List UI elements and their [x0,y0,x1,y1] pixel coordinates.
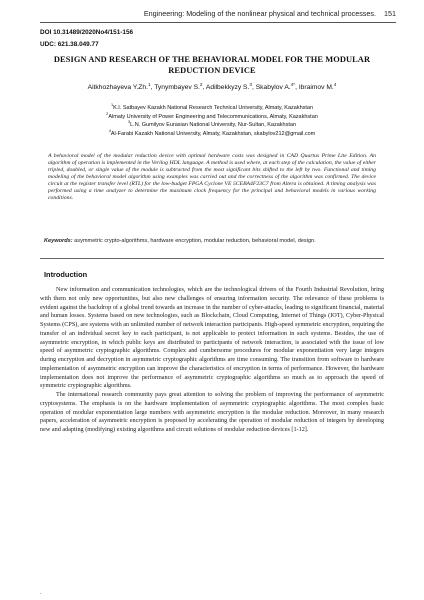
author: Adilbekkyzy S.$^3$, [205,81,256,91]
abstract: A behavioral model of the modular reduction device with optimal hardware costs was designed in CAD Quartus Prime Lite Edition. An algorithm of operation is implemented in the Verilog HDL language. A method is used where, at each step of the calculation, the value of either tripled, doubled, or single value of the module is subtracted from the most significant bits shifted to the left by two. Functional and timing modeling of the behavioral model algorithm using examples was carried out and the correctness of the algorithm was confirmed. The device circuit at the register transfer level (RTL) for the low-budget FPGA Cyclone VE 5CEBA4F23C7 from Altera is obtained. A timing analysis was performed using a time analyzer to determine the maximum clock frequency for the principal and behavioral models in various working conditions. [48,153,376,201]
paper-title: DESIGN AND RESEARCH OF THE BEHAVIORAL MODEL FOR THE MODULAR REDUCTION DEVICE [53,55,371,75]
running-title: Engineering: Modeling of the nonlinear physical and technical processes. [143,9,376,18]
keywords-text: asymmetric crypto-algorithms, hardware encryption, modular reduction, behavioral model, design. [74,238,316,244]
running-header [112,9,396,18]
author: Tynymbayev S.$^2$, [154,81,206,91]
keywords: Keywords: asymmetric crypto-algorithms, hardware encryption, modular reduction, behavioral model, design. [44,238,316,244]
header-rule [40,22,396,23]
author: Ibraimov M.$^4$ [298,81,337,91]
keywords-rule [40,258,384,259]
affiliation: $^1$K.I. Satbayev Kazakh National Research Technical University, Almaty, Kazakhstan [110,103,314,111]
introduction-body [40,286,384,435]
doi-line: DOI 10.31489/2020No4/151-156 [40,29,134,36]
footer-mark: . [40,590,42,596]
affiliation: $^2$Almaty University of Power Engineering and Telecommunications, Almaty, Kazakhstan [106,111,318,120]
identifiers [40,27,133,51]
affiliation: $^3$L.N. Gumilyov Eurasian National University, Nur-Sultan, Kazakhstan [127,120,297,129]
paragraph: The international research community pays great attention to solving the problem of improving the performance of asymmetric cryptosystems. The emphasis is on the hardware implementation of asymmetric cryptographic algorithms. The most complex basic operation of modular exponentiation large numbers with asymmetric encryption is the modular reduction. Moreover, in many research papers, acceleration of asymmetric encryption is proposed by accelerating the operation of modular reduction of integers by developing new and adapting (modifying) existing algorithms and circuit solutions of modular reduction devices [1-12]. [40,391,384,433]
paragraph: New information and communication technologies, which are the technological drivers of the Fourth Industrial Revolution, bring with them not only new opportunities, but also new challenges of ensuring information security. The relevance of these problems is evident against the backdrop of a global trend towards an increase in the number of cyber-attacks, leading to significant financial, material and human losses. Systems based on new technologies, such as Blockchain, Cloud Computing, Internet of Things (IOT), Cyber-Physical Systems (CPS), are systems with an unlimited number of network interaction participants. High-speed symmetric encryption, requiring the transfer of an individual secret key to each participant, is not applicable to protect information in such systems. Besides, the use of asymmetric encryption, in which public keys are distributed to participants of network interaction, is associated with the issue of low speed of asymmetric cryptographic algorithms. Complex and cumbersome procedures for modular exponentiation very large integers during encryption and decryption in asymmetric cryptographic algorithms are time consuming. The transition from software to hardware implementation of asymmetric encryption can improve the characteristics of encryption in terms of performance. However, the hardware implementation does not improve the performance of asymmetric cryptographic algorithms so much as to approach the speed of symmetric cryptographic algorithms. [40,286,384,390]
author-list [40,81,384,91]
keywords-label: Keywords [44,238,71,244]
affiliation: $^4$Al-Farabi Kazakh National University, Almaty, Kazakhstan, skabylov212@gmail.com [108,128,316,137]
author: Skabylov A.$^{4*}$, [255,81,299,91]
page-number: 151 [384,9,396,18]
section-heading-introduction: Introduction [44,270,88,279]
author: Aitkhozhayeva Y.Zh.$^1$, [87,81,155,91]
udc-line: UDC: 621.38.049.77 [40,41,99,48]
affiliation-list [40,104,384,138]
